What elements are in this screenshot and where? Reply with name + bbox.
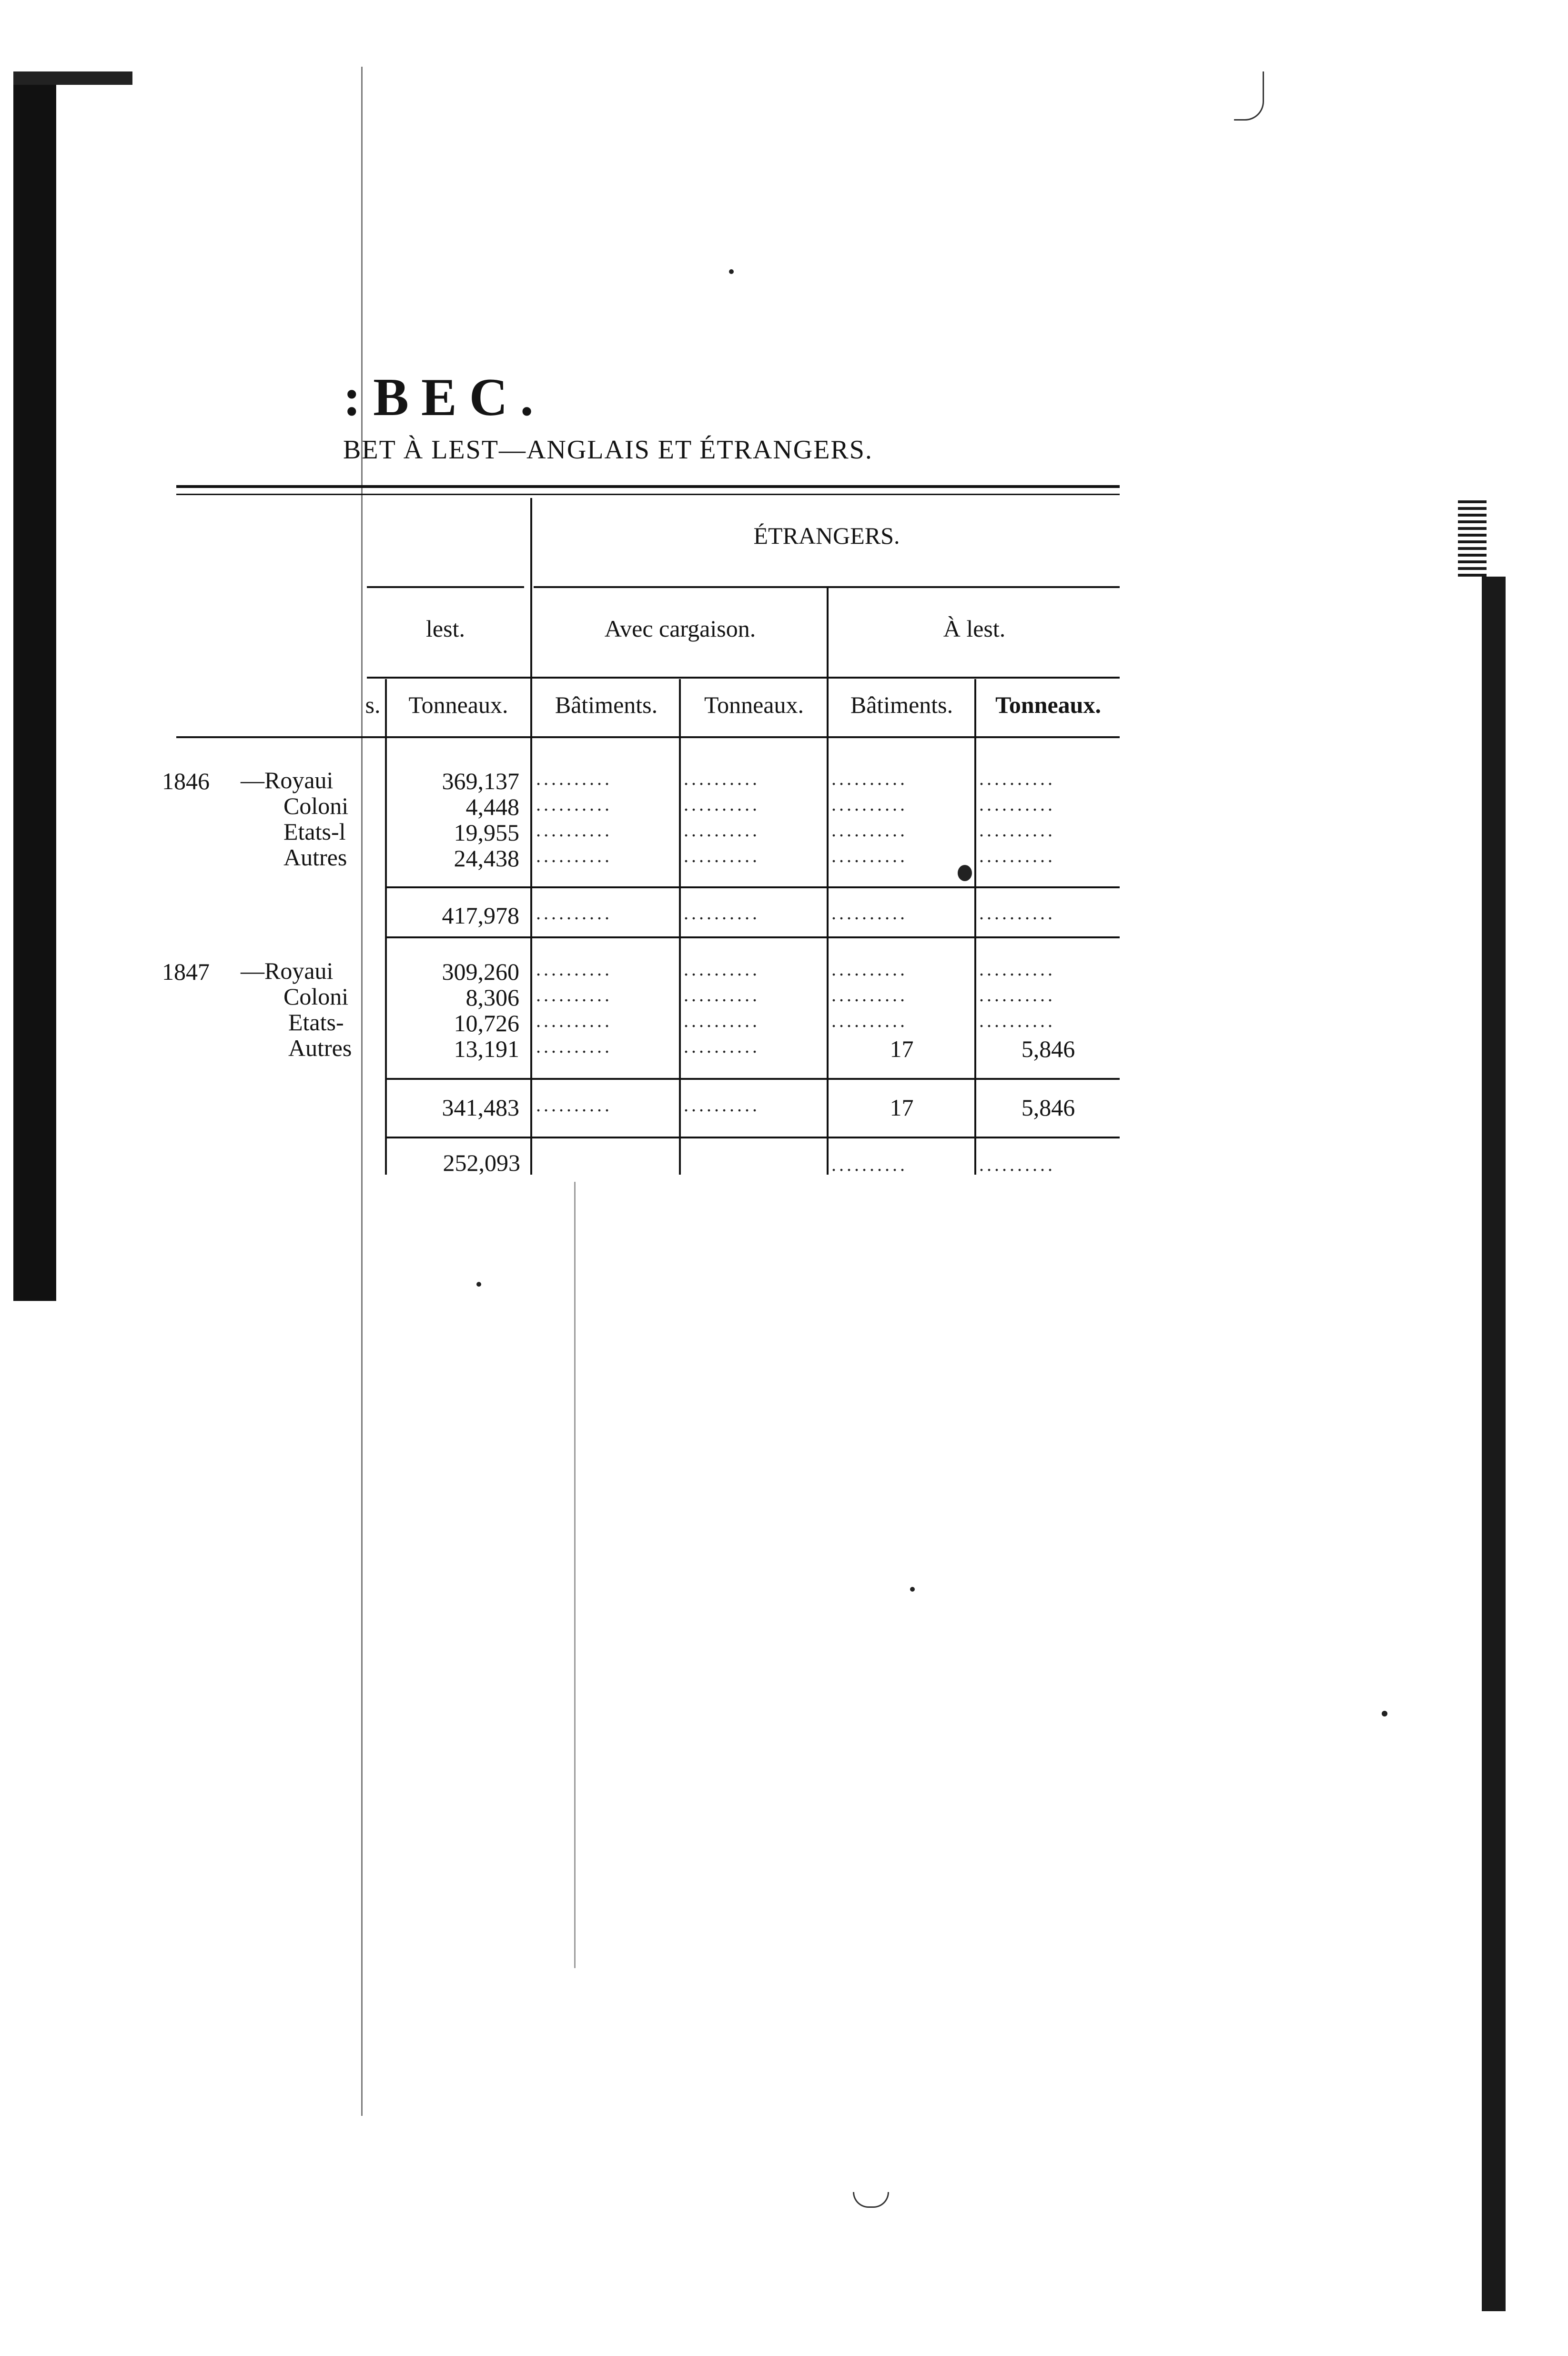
dot-leader: ..........	[684, 845, 760, 866]
dot-leader: ..........	[536, 793, 612, 815]
row-label: Autres	[283, 844, 347, 871]
dot-leader: ..........	[979, 768, 1055, 789]
rule-left-fragment	[367, 586, 524, 588]
rule-below-total	[387, 1137, 1120, 1138]
dot-leader: ..........	[831, 845, 908, 866]
cell-lest-tonneaux: 5,846	[1021, 1036, 1075, 1062]
dot-leader: ..........	[979, 1010, 1055, 1031]
total-lest-tonneaux-1847: 5,846	[1021, 1094, 1075, 1121]
header-avec-cargaison: Avec cargaison.	[604, 615, 756, 642]
cell-lest-batiments: 17	[890, 1036, 914, 1062]
dot-leader: ..........	[536, 1010, 612, 1031]
dot-leader: ..........	[536, 984, 612, 1005]
dot-leader: ..........	[684, 958, 760, 980]
scan-speck	[729, 269, 734, 274]
dot-leader: ..........	[684, 1094, 760, 1116]
title-text: BEC.	[373, 368, 546, 427]
header-tonneaux-anglais: Tonneaux.	[408, 691, 508, 718]
dot-leader: ..........	[831, 819, 908, 841]
header-tonneaux-cargaison: Tonneaux.	[704, 691, 804, 718]
dot-leader: ..........	[684, 819, 760, 841]
dot-leader: ..........	[831, 793, 908, 815]
page-title	[343, 367, 546, 428]
header-a-lest: À lest.	[943, 615, 1006, 642]
scan-edge-right	[1482, 577, 1506, 2311]
dot-leader: ..........	[979, 793, 1055, 815]
dot-leader: ..........	[536, 768, 612, 789]
cell-tonneaux: 4,448	[465, 793, 519, 820]
cell-tonneaux: 13,191	[454, 1036, 519, 1062]
year-1847: 1847	[162, 958, 210, 985]
divider-cargaison-lest	[827, 587, 829, 1175]
header-tonneaux-lest: Tonneaux.	[995, 691, 1101, 718]
page-subtitle	[343, 435, 873, 465]
row-label: Etats-l	[283, 818, 346, 845]
subtitle-prefix: B	[343, 435, 362, 465]
year-1846: 1846	[162, 768, 210, 794]
row-label: Etats-	[288, 1009, 344, 1036]
dot-leader: ..........	[684, 902, 760, 924]
ink-blot	[958, 865, 972, 881]
dot-leader: ..........	[831, 1154, 908, 1175]
title-rule-thin	[176, 494, 1120, 495]
dot-leader: ..........	[979, 1154, 1055, 1175]
dot-leader: ..........	[831, 902, 908, 924]
rule-under-header	[176, 736, 1120, 738]
subtitle-text: ET À LEST—ANGLAIS ET ÉTRANGERS.	[362, 435, 873, 465]
scan-speck	[910, 1587, 915, 1592]
partial-tonneaux: 252,093	[443, 1149, 520, 1176]
title-prefix: :	[343, 368, 374, 427]
dot-leader: ..........	[979, 902, 1055, 924]
dot-leader: ..........	[684, 984, 760, 1005]
row-label: —Royaui	[241, 767, 334, 793]
scan-mark	[1234, 71, 1264, 121]
dot-leader: ..........	[979, 819, 1055, 841]
header-batiments-lest: Bâtiments.	[850, 691, 953, 718]
dot-leader: ..........	[831, 984, 908, 1005]
scan-speck	[1382, 1711, 1387, 1716]
cell-tonneaux: 24,438	[454, 845, 519, 872]
divider-lest-cols	[974, 679, 976, 1175]
row-label: Coloni	[283, 792, 349, 819]
dot-leader: ..........	[536, 1094, 612, 1116]
partial-row-clip	[387, 1149, 530, 1176]
cell-tonneaux: 19,955	[454, 819, 519, 846]
header-etrangers: ÉTRANGERS.	[753, 522, 900, 549]
scan-edge-left	[13, 71, 56, 1301]
scan-speck	[476, 1282, 481, 1287]
dot-leader: ..........	[831, 768, 908, 789]
total-tonneaux-1847: 341,483	[442, 1094, 519, 1121]
scan-edge-left-top	[13, 71, 132, 85]
row-label: —Royaui	[241, 957, 334, 984]
cell-tonneaux: 10,726	[454, 1010, 519, 1036]
total-lest-batiments-1847: 17	[890, 1094, 914, 1121]
dot-leader: ..........	[536, 1036, 612, 1057]
header-batiments-cargaison: Bâtiments.	[555, 691, 658, 718]
dot-leader: ..........	[979, 984, 1055, 1005]
dot-leader: ..........	[536, 819, 612, 841]
dot-leader: ..........	[831, 1010, 908, 1031]
fold-line-2	[574, 1182, 576, 1968]
cell-tonneaux: 309,260	[442, 958, 519, 985]
title-rule	[176, 485, 1120, 488]
rule-below-total	[387, 936, 1120, 938]
dot-leader: ..........	[536, 902, 612, 924]
rule-above-total	[387, 886, 1120, 888]
rule-above-total	[387, 1078, 1120, 1080]
scan-edge-right-ticks	[1458, 500, 1487, 577]
scan-mark	[853, 2192, 889, 2208]
dot-leader: ..........	[684, 1036, 760, 1057]
header-left-col-fragment: s.	[365, 691, 381, 718]
dot-leader: ..........	[684, 768, 760, 789]
dot-leader: ..........	[536, 845, 612, 866]
dot-leader: ..........	[684, 1010, 760, 1031]
header-lest-fragment: lest.	[426, 615, 465, 642]
dot-leader: ..........	[536, 958, 612, 980]
dot-leader: ..........	[979, 845, 1055, 866]
dot-leader: ..........	[684, 793, 760, 815]
cell-tonneaux: 369,137	[442, 768, 519, 794]
divider-anglais-etrangers	[530, 498, 532, 1175]
dot-leader: ..........	[979, 958, 1055, 980]
divider-cargaison-cols	[679, 679, 681, 1175]
row-label: Coloni	[283, 983, 349, 1010]
cell-tonneaux: 8,306	[465, 984, 519, 1011]
rule-under-subgroups	[367, 677, 1120, 679]
row-label: Autres	[288, 1035, 352, 1061]
total-tonneaux-1846: 417,978	[442, 902, 519, 929]
dot-leader: ..........	[831, 958, 908, 980]
